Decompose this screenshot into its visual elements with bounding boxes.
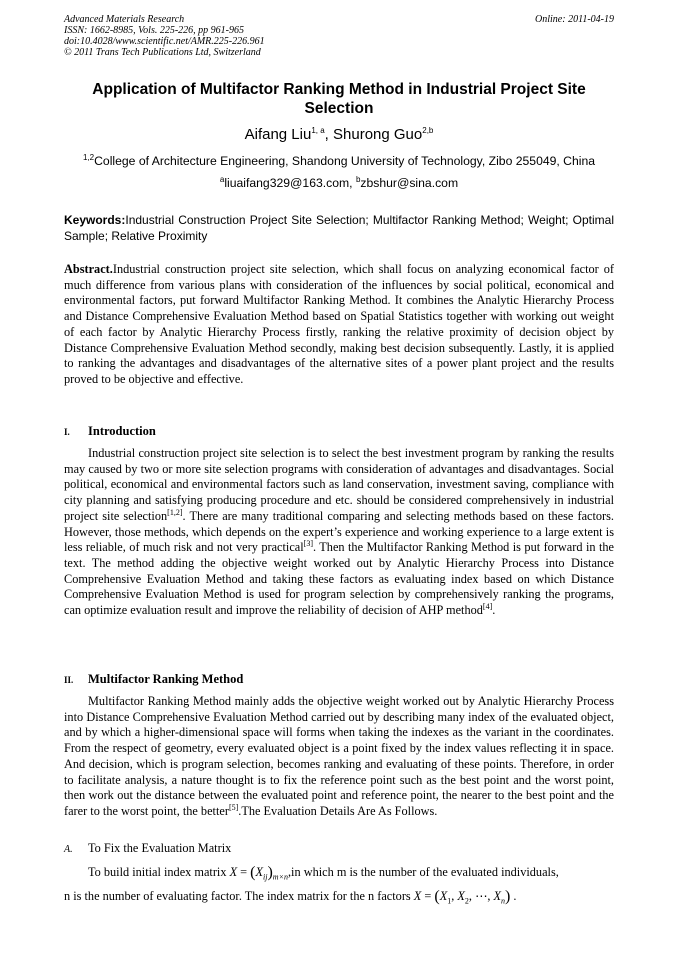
index-matrix-formula: $X = (X_{ij})_{m\times n}$ xyxy=(229,864,288,882)
section-number: I. xyxy=(64,427,70,437)
section-title: Introduction xyxy=(88,424,156,438)
citation: [4] xyxy=(482,601,493,611)
keywords-block xyxy=(64,212,614,244)
author-affiliation-mark: 1, a xyxy=(311,126,325,135)
body-paragraph xyxy=(64,446,614,619)
author-separator: , xyxy=(324,126,334,143)
abstract-label: Abstract. xyxy=(64,262,113,276)
author-line xyxy=(64,126,614,143)
email-address: liuaifang329@163.com, xyxy=(224,176,356,190)
affiliation-text: College of Architecture Engineering, Shandong University of Technology, Zibo 255049, China xyxy=(94,154,596,168)
paper-title: Application of Multifactor Ranking Method in Industrial Project Site Selection xyxy=(92,81,586,117)
subsection-number: A. xyxy=(64,844,73,855)
section-heading xyxy=(64,672,243,687)
paragraph-text: Industrial construction project site selection is to select the best investment program by ranking the results may caused by two or more site selection programs with consideration of advantages and disadvantages. Social political, economical and environmental factors such as land conservation, investment saving, compliance with city planning and satisfying producing procedure and etc. should be considered comprehensively in industrial project site selection xyxy=(64,446,614,523)
copyright-line: © 2011 Trans Tech Publications Ltd, Switzerland xyxy=(64,47,261,58)
paragraph-text: . There are many traditional comparing and selecting methods based on these factors. However, those methods, which depends on the expert’s experience and working experience to a large extent is less reliable, of much risk and not very practical xyxy=(64,508,615,555)
equation-lead-text: n is the number of evaluating factor. The index matrix for the n factors xyxy=(64,889,414,903)
paragraph-text: . xyxy=(492,603,496,618)
abstract-block xyxy=(64,262,614,388)
equation-trail-text: . xyxy=(510,889,517,903)
email-mark: b xyxy=(355,174,361,184)
abstract-text: Industrial construction project site selection, which shall focus on analyzing economical factor of much difference from various plans with consideration of the influences by social political, economical and environmental factors, put forward Multifactor Ranking Method. It combines the Analytic Hierarchy Process and Distance Comprehensive Evaluation Method based on Spatial Statistics together with working out weight of each factor by Analytic Hierarchy Process firstly, ranking the relative proximity of decision object by Distance Comprehensive Evaluation Method secondly, making best decision subsequently. Lastly, it is applied to ranking the advantages and disadvantages of the alternative sites of a power plant project and the results proved to be objective and effective. xyxy=(64,262,614,386)
citation: [5] xyxy=(228,802,239,812)
journal-name: Advanced Materials Research xyxy=(64,14,185,25)
author-affiliation-mark: 2,b xyxy=(422,126,434,135)
affiliation xyxy=(60,154,618,168)
equation-lead-text: To build initial index matrix xyxy=(88,865,230,879)
section-heading xyxy=(64,424,156,439)
author-name: Aifang Liu xyxy=(244,126,312,143)
subsection-title: To Fix the Evaluation Matrix xyxy=(88,841,232,855)
paragraph-text: Multifactor Ranking Method mainly adds the objective weight worked out by Analytic Hierarchy Process into Distance Comprehensive Evaluation Method carried out by describing many index of the evaluated object, and by which a higher-dimensional space will forms when taking the indexes as the variant in the coordinates. From the respect of geometry, every evaluated object is a point fixed by the index values reflecting it in space. And decision, which is program selection, becomes ranking and evaluating of these points. Therefore, in order to facilitate analysis, a nature thought is to fix the reference point such as the best point and the worst point, then work out the distance between the evaluated point and reference point, the nearer to the best point and the farer to the worst point, the better xyxy=(64,694,614,818)
paragraph-text: .The Evaluation Details Are As Follows. xyxy=(238,803,438,818)
doi-line: doi:10.4028/www.scientific.net/AMR.225-226.961 xyxy=(64,36,265,47)
journal-header xyxy=(64,14,614,58)
email-address: zbshur@sina.com xyxy=(360,176,459,190)
affiliation-mark: 1,2 xyxy=(82,152,95,162)
citation: [3] xyxy=(303,539,313,549)
keywords-text: Industrial Construction Project Site Selection; Multifactor Ranking Method; Weight; Optimal Sample; Relative Proximity xyxy=(64,213,614,243)
keywords-label: Keywords: xyxy=(64,213,126,227)
factor-vector-formula: $X = (X_1$, $X_2$, ⋯, $X_n$) xyxy=(413,888,511,906)
paragraph-text: . Then the Multifactor Ranking Method is put forward in the text. The method adding the objective weight worked out by Analytic Hierarchy Process into Distance Comprehensive Evaluation Method and taking these factors as evaluating index based on which Distance Comprehensive Evaluation Method is used for program selection by comprehensively ranking the programs, can optimize evaluation result and improve the reliability of decision of AHP method xyxy=(64,540,614,618)
subsection-heading xyxy=(64,841,231,856)
citation: [1,2] xyxy=(167,507,183,517)
email-mark: a xyxy=(219,174,225,184)
equation-line xyxy=(64,864,614,882)
equation-line xyxy=(64,888,614,906)
body-paragraph xyxy=(64,694,614,820)
issn-line: ISSN: 1662-8985, Vols. 225-226, pp 961-965 xyxy=(64,25,244,36)
email-line xyxy=(64,176,614,190)
online-date: Online: 2011-04-19 xyxy=(535,14,614,25)
equation-trail-text: ,in which m is the number of the evaluated individuals, xyxy=(287,865,559,879)
section-title: Multifactor Ranking Method xyxy=(88,672,244,686)
author-name: Shurong Guo xyxy=(333,126,423,143)
section-number: II. xyxy=(64,675,74,685)
